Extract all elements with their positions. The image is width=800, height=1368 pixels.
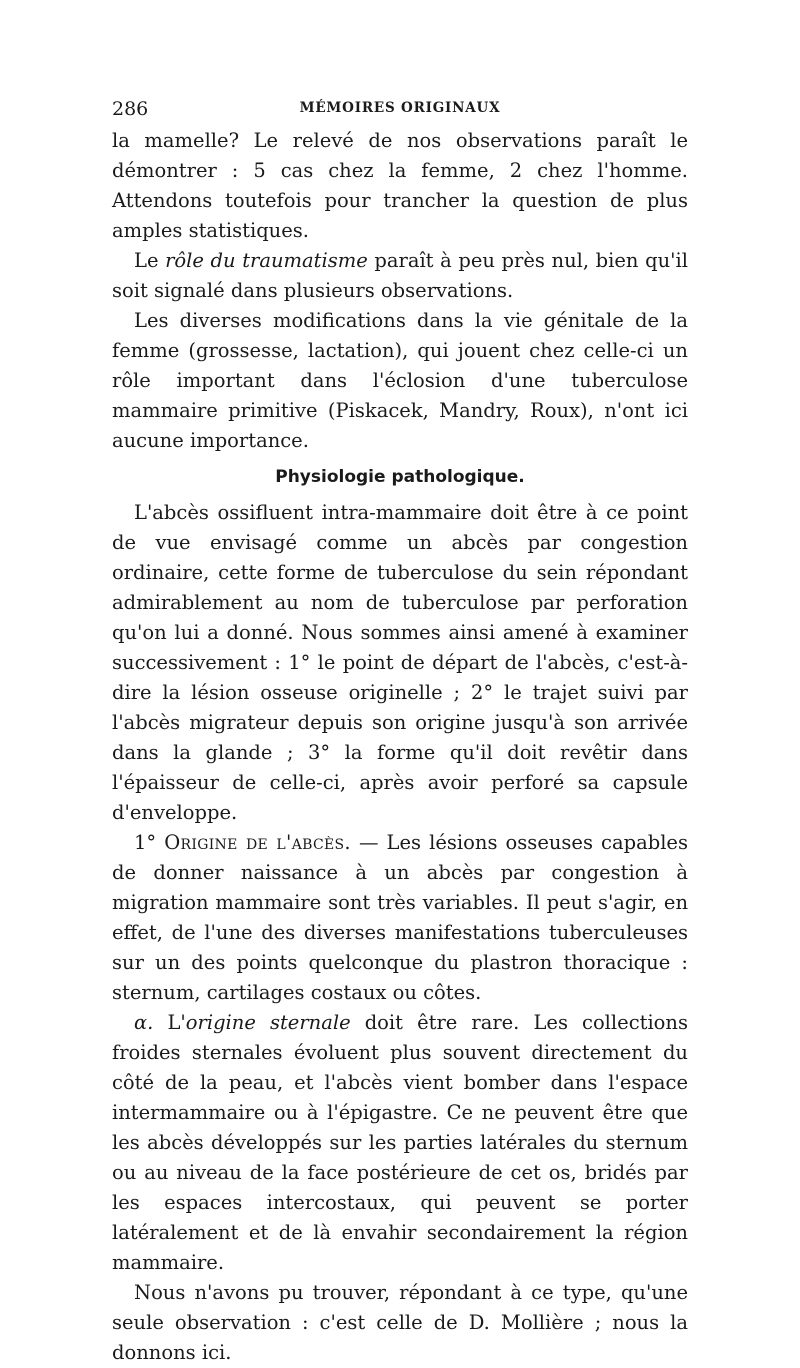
paragraph-6-start: L' [153, 1011, 186, 1034]
paragraph-5-label: Origine de l'abcès. [164, 831, 351, 854]
paragraph-2 [112, 246, 688, 306]
paragraph-4: L'abcès ossifluent intra-mammaire doit être à ce point de vue envisagé comme un abcès par congestion ordinaire, cette forme de tuberculose du sein répondant admirablement au nom de tuberculose par perforation qu'on lui a donné. Nous sommes ainsi amené à examiner successivement : 1° le point de départ de l'abcès, c'est-à-dire la lésion osseuse originelle ; 2° le trajet suivi par l'abcès migrateur depuis son origine jusqu'à son arrivée dans la glande ; 3° la forme qu'il doit revêtir dans l'épaisseur de celle-ci, après avoir perforé sa capsule d'enveloppe. [112, 501, 688, 824]
paragraph-2-italic: rôle du traumatisme [165, 249, 368, 272]
paragraph-7: Nous n'avons pu trouver, répondant à ce type, qu'une seule observation : c'est celle de D. Mollière ; nous la donnons ici. [112, 1281, 688, 1364]
paragraph-6 [112, 1008, 688, 1278]
section-heading: Physiologie pathologique. [275, 467, 525, 487]
paragraph-1: la mamelle? Le relevé de nos observations paraît le démontrer : 5 cas chez la femme, 2 chez l'homme. Attendons toutefois pour trancher la question de plus amples statistiques. [112, 129, 688, 242]
paragraph-5 [112, 828, 688, 1008]
paragraph-2-start: Le [134, 249, 166, 272]
paragraph-2-end: paraît à peu près nul, bien qu'il soit signalé dans plusieurs observations. [112, 249, 688, 302]
page-number: 286 [112, 98, 149, 120]
running-title: MÉMOIRES ORIGINAUX [299, 100, 501, 116]
paragraph-5-number: 1° [134, 831, 157, 854]
paragraph-6-end: doit être rare. Les collections froides sternales évoluent plus souvent directement du côté de la peau, et l'abcès vient bomber dans l'espace intermammaire ou à l'épigastre. Ce ne peuvent être que les abcès développés sur les parties latérales du sternum ou au niveau de la face postérieure de cet os, bridés par les espaces intercostaux, qui peuvent se porter latéralement et de là envahir secondairement la région mammaire. [112, 1011, 688, 1274]
paragraph-5-text: — Les lésions osseuses capables de donner naissance à un abcès par congestion à migration mammaire sont très variables. Il peut s'agir, en effet, de l'une des diverses manifestations tuberculeuses sur un des points quelconque du plastron thoracique : sternum, cartilages costaux ou côtes. [112, 831, 688, 1004]
paragraph-3: Les diverses modifications dans la vie génitale de la femme (grossesse, lactation), qui jouent chez celle-ci un rôle important dans l'éclosion d'une tuberculose mammaire primitive (Piskacek, Mandry, Roux), n'ont ici aucune importance. [112, 309, 688, 452]
paragraph-6-italic: origine sternale [185, 1011, 351, 1034]
paragraph-6-label: α. [134, 1011, 154, 1034]
book-page [112, 92, 688, 1368]
running-head [112, 92, 688, 126]
